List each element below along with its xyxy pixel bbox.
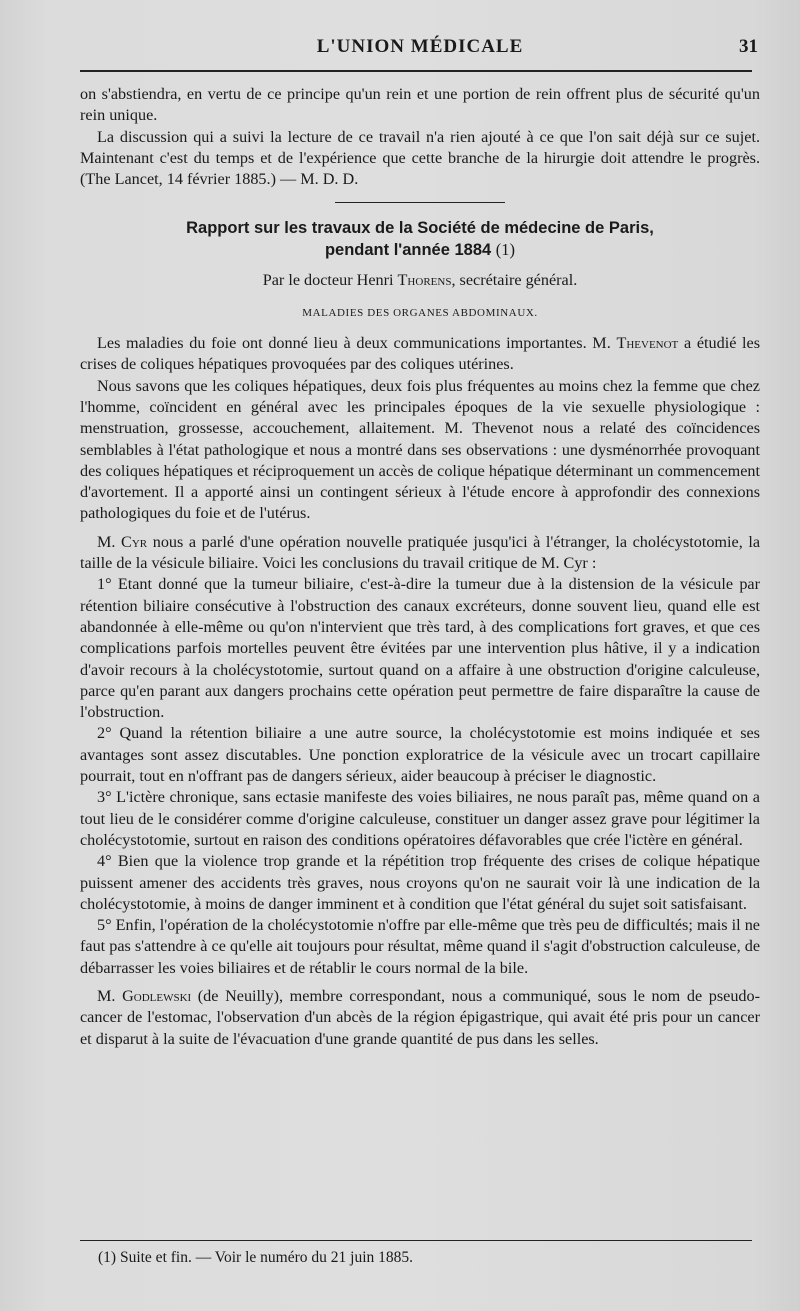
author-name: Thorens xyxy=(397,271,452,290)
page-number: 31 xyxy=(739,36,758,57)
paragraph-godlewski xyxy=(80,986,760,1050)
conclusion-3: 3° L'ictère chronique, sans ectasie manifeste des voies biliaires, ne nous paraît pas, même quand on a tout lieu de le considérer comme d'origine calculeuse, constituer un danger assez grave pour légitimer la cholécystotomie, surtout en raison des conditions opératoires défavorables que crée l'ictère en général. xyxy=(80,788,760,849)
header-rule xyxy=(80,70,752,72)
footnote-marker: (1) xyxy=(495,240,516,260)
conclusion-1: 1° Etant donné que la tumeur biliaire, c'est-à-dire la tumeur due à la distension de la vésicule par rétention biliaire consécutive à l'obstruction des canaux excréteurs, donne souvent lieu, quand elle est abandonnée à elle-même ou qu'on n'intervient que très tard, à des complications fort graves, et que ces complications parfois mortelles peuvent être évitées par une intervention plus hâtive, il y a indication d'avoir recours à la cholécystotomie, surtout quand on a affaire à une obstruction d'origine calculeuse, parce qu'en parant aux dangers prochains cette opération peut permettre de faire disparaître la cause de l'obstruction. xyxy=(80,575,760,722)
paragraph-cyr xyxy=(80,532,760,575)
cyr-prefix: M. xyxy=(97,532,116,551)
thevenot-name: Thevenot xyxy=(616,334,679,353)
report-title-line-1: Rapport sur les travaux de la Société de médecine de Paris, xyxy=(186,219,654,238)
page-header xyxy=(80,30,760,64)
article-body xyxy=(80,84,760,1050)
paragraph-thevenot xyxy=(80,333,760,376)
author-suffix: , secrétaire général. xyxy=(451,271,578,290)
author-prefix: Par le docteur Henri xyxy=(262,271,394,290)
thevenot-rest: a étudié les crises de coliques hépatiques provoquées par des coliques utérines. xyxy=(80,334,761,374)
paragraph-gap xyxy=(80,979,760,986)
report-title-line-2 xyxy=(80,239,760,261)
godlewski-prefix: M. xyxy=(97,986,116,1005)
thevenot-intro: Les maladies du foie ont donné lieu à deux communications importantes. M. xyxy=(97,334,611,353)
godlewski-name: Godlewski xyxy=(122,986,192,1005)
conclusion-2: 2° Quand la rétention biliaire a une autre source, la cholécystotomie est moins indiquée et ses avantages sont assez discutables. Une ponction exploratrice de la vésicule avec un trocart capillaire pourrait, tout en n'offrant pas de dangers sérieux, aider beaucoup à préciser le diagnostic. xyxy=(80,724,760,786)
running-title: L'UNION MÉDICALE xyxy=(316,36,524,57)
footnote-rule xyxy=(80,1240,752,1241)
cyr-rest: nous a parlé d'une opération nouvelle pratiquée jusqu'ici à l'étranger, la cholécystotomie, la taille de la vésicule biliaire. Voici les conclusions du travail critique de M. Cyr : xyxy=(80,532,761,573)
godlewski-rest: (de Neuilly), membre correspondant, nous a communiqué, sous le nom de pseudo-cancer de l'estomac, l'observation d'un abcès de la région épigastrique, qui avait été pris pour un cancer et disparut à la suite de l'évacuation d'une grande quantité de pus dans les selles. xyxy=(80,986,761,1048)
section-title: MALADIES DES ORGANES ABDOMINAUX. xyxy=(302,306,538,319)
conclusion-4: 4° Bien que la violence trop grande et la répétition trop fréquente des crises de colique hépatique puissent amener des accidents très graves, nous croyons qu'on ne saurait voir là une indication de la cholécystotomie, à moins de danger imminent et à condition que l'état général du sujet soit satisfaisant. xyxy=(80,852,760,913)
report-title-year: pendant l'année 1884 xyxy=(324,241,492,260)
report-title xyxy=(80,217,760,261)
footnote: (1) Suite et fin. — Voir le numéro du 21 juin 1885. xyxy=(98,1249,413,1266)
cyr-name: Cyr xyxy=(121,532,148,551)
section-separator xyxy=(335,202,505,203)
paragraph-continuation: on s'abstiendra, en vertu de ce principe qu'un rein et une portion de rein offrent plus de sécurité qu'un rein unique. xyxy=(80,85,760,125)
author-line xyxy=(80,270,760,291)
paragraph-nous-savons: Nous savons que les coliques hépatiques, deux fois plus fréquentes au moins chez la femme que chez l'homme, coïncident en général avec les principales époques de la vie sexuelle physiologique : menstruation, grossesse, accouchement, allaitement. M. Thevenot nous a relaté des coïncidences semblables à l'état pathologique et nous a montré dans ses observations : une dysménorrhée provoquant des coliques hépatiques et réciproquement un accès de colique hépatique déterminant un commencement d'avortement. Il a apporté ainsi un contingent sérieux à l'étude encore à approfondir des connexions pathologiques du foie et de l'utérus. xyxy=(80,376,760,523)
paragraph-discussion: La discussion qui a suivi la lecture de ce travail n'a rien ajouté à ce que l'on sait déjà sur ce sujet. Maintenant c'est du temps et de l'expérience que cette branche de la hirurgie doit attendre le progrès. (The Lancet, 14 février 1885.) — M. D. D. xyxy=(80,127,760,189)
paragraph-gap xyxy=(80,525,760,532)
conclusion-5: 5° Enfin, l'opération de la cholécystotomie n'offre par elle-même que très peu de difficultés; mais il ne faut pas s'attendre à ce qu'elle ait toujours pour résultat, même quand il s'agit d'obstruction calculeuse, de débarrasser les voies biliaires et de rétablir le cours normal de la bile. xyxy=(80,916,760,977)
